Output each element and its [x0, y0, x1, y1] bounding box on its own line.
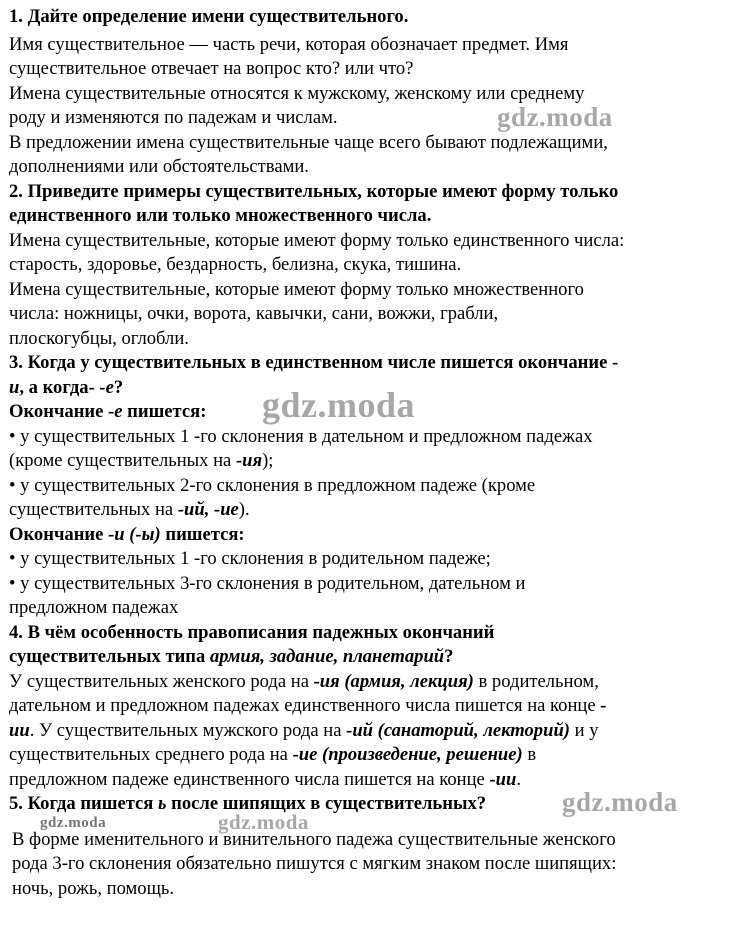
answer-1-line: дополнениями или обстоятельствами.	[9, 156, 309, 177]
ending-text: -е	[108, 401, 123, 422]
answer-4-line	[9, 743, 536, 767]
heading-text: , а когда-	[19, 377, 100, 398]
watermark: gdz.moda	[262, 385, 416, 425]
heading-text: пишется:	[160, 524, 245, 545]
ending-text: -ий (санаторий, лекторий)	[346, 720, 570, 741]
answer-1-line: роду и изменяются по падежам и числам.	[9, 107, 338, 128]
text-span: (кроме существительных на	[9, 450, 236, 471]
ending-text: ии	[9, 720, 30, 741]
text-span: .	[516, 769, 521, 790]
bullet-item: • у существительных 1 -го склонения в дательном и предложном падежах	[9, 426, 593, 447]
text-span: ).	[238, 499, 250, 520]
text-span: предложном падеже единственного числа пишется на конце	[9, 769, 490, 790]
watermark: gdz.moda	[40, 815, 107, 831]
ending-text: -	[600, 695, 607, 716]
ending-text: -ий, -ие	[177, 499, 239, 520]
answer-4-line	[9, 694, 606, 718]
ending-text: -ия (армия, лекция)	[313, 671, 474, 692]
answer-2-line: плоскогубцы, оглобли.	[9, 328, 189, 349]
answer-5-line: рода 3-го склонения обязательно пишутся с мягким знаком после шипящих:	[12, 853, 617, 874]
bullet-item: • у существительных 1 -го склонения в родительном падеже;	[9, 548, 491, 569]
text-span: в родительном,	[473, 671, 599, 692]
answer-1-line: существительное отвечает на вопрос кто? или что?	[9, 58, 414, 79]
text-span: существительных среднего рода на	[9, 744, 293, 765]
watermark: gdz.moda	[562, 787, 678, 817]
bullet-item: • у существительных 2-го склонения в предложном падеже (кроме	[9, 475, 536, 496]
text-span: в	[522, 744, 537, 765]
text-span: и у	[569, 720, 599, 741]
answer-5-line: В форме именительного и винительного падежа существительные женского	[12, 829, 616, 850]
answer-2-line: Имена существительные, которые имеют форму только единственного числа:	[9, 230, 625, 251]
question-4-heading: 4. В чём особенность правописания падежных окончаний	[9, 622, 495, 643]
question-2-heading: единственного или только множественного числа.	[9, 205, 432, 226]
ending-text: -ие (произведение, решение)	[292, 744, 523, 765]
answer-2-line: числа: ножницы, очки, ворота, кавычки, сани, вожжи, грабли,	[9, 303, 499, 324]
text-span: );	[262, 450, 274, 471]
answer-1-line: В предложении имена существительные чаще всего бывают подлежащими,	[9, 132, 608, 153]
question-4-heading	[9, 645, 453, 669]
heading-text: ?	[444, 646, 454, 667]
bullet-item	[9, 498, 250, 522]
answer-4-line	[9, 670, 599, 694]
heading-text: существительных типа	[9, 646, 210, 667]
heading-text: ?	[113, 377, 124, 398]
question-2-heading: 2. Приведите примеры существительных, которые имеют форму только	[9, 181, 619, 202]
soft-sign: ь	[158, 793, 167, 814]
text-span: существительных на	[9, 499, 178, 520]
subheading-ending-e	[9, 400, 206, 424]
bullet-item: предложном падежах	[9, 597, 179, 618]
question-3-heading: 3. Когда у существительных в единственном числе пишется окончание -	[9, 352, 619, 373]
answer-2-line: старость, здоровье, бездарность, белизна, скука, тишина.	[9, 254, 462, 275]
bullet-item: • у существительных 3-го склонения в родительном, дательном и	[9, 573, 526, 594]
text-span: дательном и предложном падежах единственного числа пишется на конце	[9, 695, 601, 716]
question-1-heading: 1. Дайте определение имени существительного.	[9, 6, 409, 27]
heading-text: пишется:	[122, 401, 207, 422]
ending-text: -ия	[235, 450, 263, 471]
answer-5-line: ночь, рожь, помощь.	[12, 878, 175, 899]
heading-text: Окончание	[9, 401, 109, 422]
ending-text: -ии	[489, 769, 517, 790]
example-words: армия, задание, планетарий	[209, 646, 445, 667]
watermark: gdz.moda	[218, 810, 309, 834]
text-span: У существительных женского рода на	[9, 671, 314, 692]
bullet-item	[9, 449, 273, 473]
answer-4-line	[9, 719, 599, 743]
heading-text: после шипящих в существительных?	[166, 793, 487, 814]
answer-1-line: Имя существительное — часть речи, которая обозначает предмет. Имя	[9, 34, 569, 55]
subheading-ending-i	[9, 523, 245, 547]
text-span: . У существительных мужского рода на	[29, 720, 347, 741]
answer-2-line: Имена существительные, которые имеют форму только множественного	[9, 279, 584, 300]
watermark: gdz.moda	[497, 102, 613, 132]
ending-text: -е	[99, 377, 114, 398]
answer-4-line	[9, 768, 521, 792]
heading-text: 5. Когда пишется	[9, 793, 159, 814]
heading-text: Окончание	[9, 524, 109, 545]
question-3-heading	[9, 376, 123, 400]
answer-1-line: Имена существительные относятся к мужскому, женскому или среднему	[9, 83, 585, 104]
ending-text: и	[9, 377, 20, 398]
ending-text: -и (-ы)	[108, 524, 161, 545]
